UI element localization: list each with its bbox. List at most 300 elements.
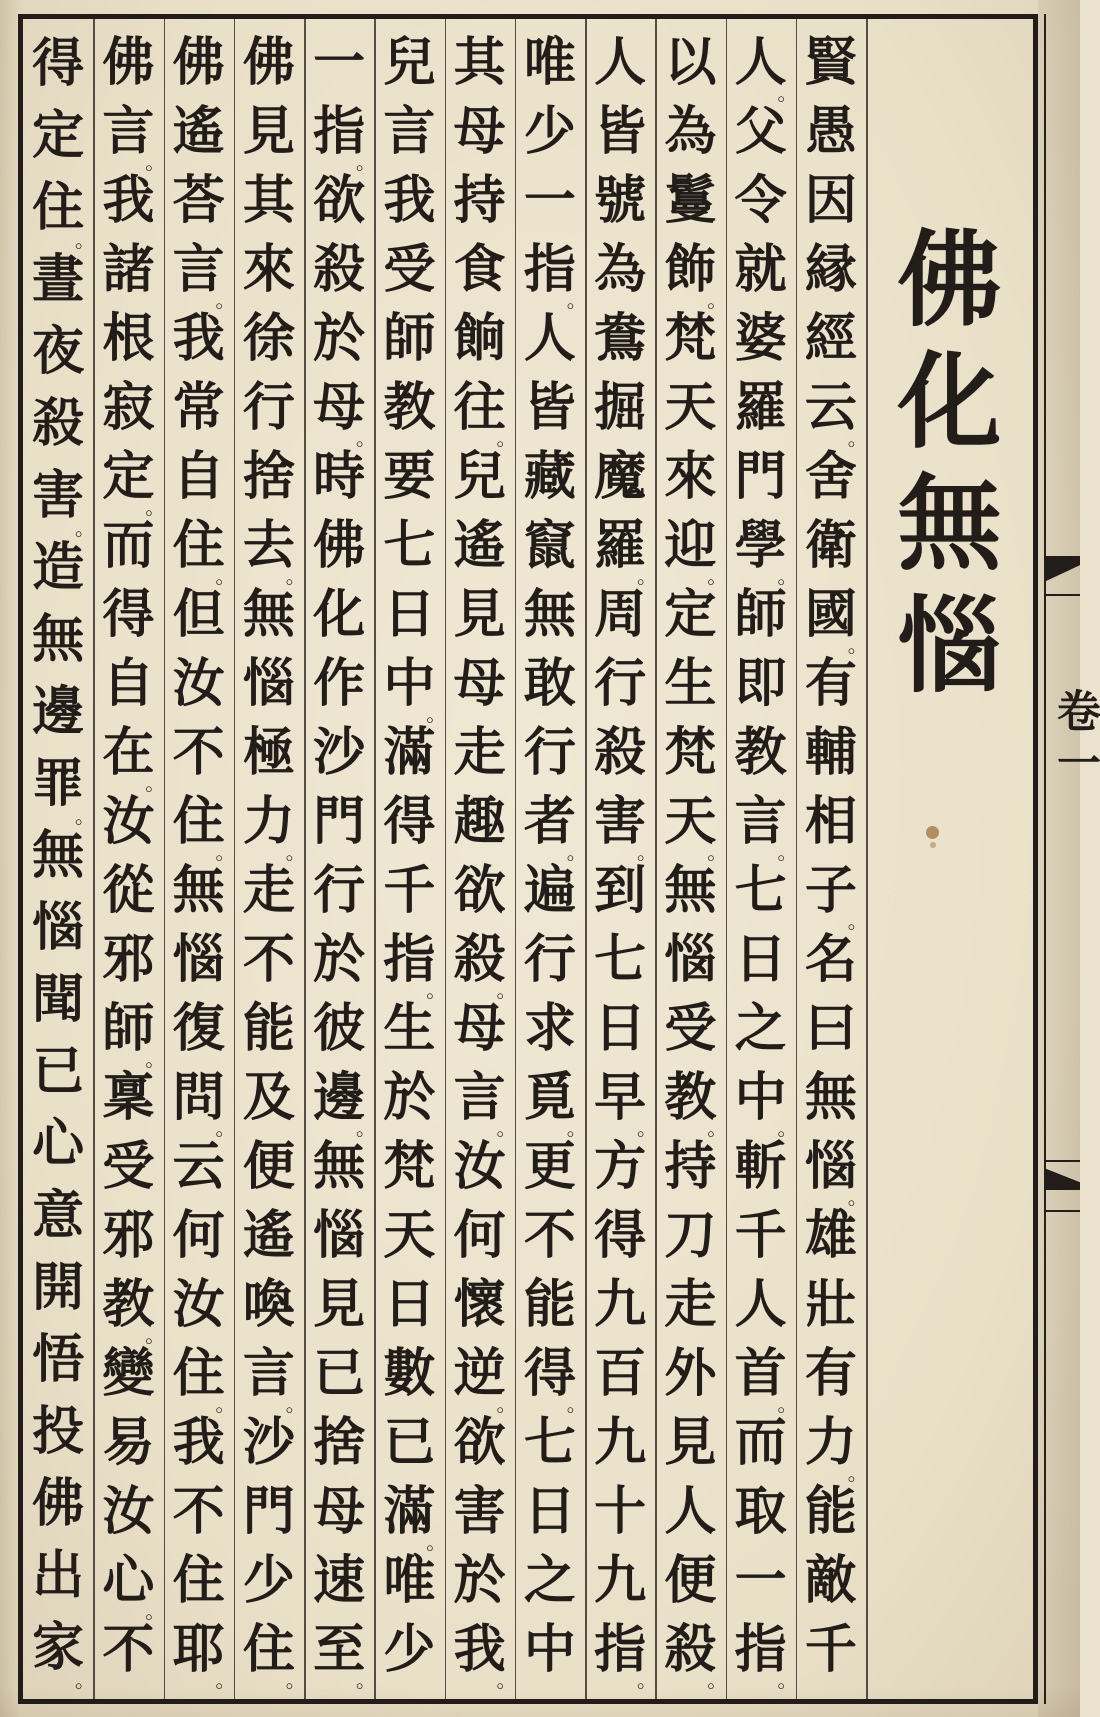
text-glyph: 在 xyxy=(102,722,155,783)
text-glyph: 佛 xyxy=(313,515,366,576)
text-glyph: 中 xyxy=(523,1619,576,1680)
text-glyph: 天 xyxy=(664,791,717,852)
text-glyph: 人 xyxy=(734,32,787,93)
punctuation-mark: 。 xyxy=(426,978,447,1002)
text-glyph: 者 xyxy=(523,791,576,852)
text-glyph: 日 xyxy=(523,1481,576,1542)
text-glyph: 掘 xyxy=(594,377,647,438)
punctuation-mark: 。 xyxy=(847,1185,868,1209)
text-glyph: 號 xyxy=(594,170,647,231)
text-glyph: 刀 xyxy=(664,1205,717,1266)
punctuation-mark: 。 xyxy=(637,1668,657,1692)
text-glyph: 家 xyxy=(32,1617,85,1678)
text-glyph: 我 xyxy=(453,1619,506,1680)
text-glyph: 方 xyxy=(594,1136,647,1197)
text-glyph: 住 xyxy=(172,515,225,576)
text-glyph: 人 xyxy=(664,1481,717,1542)
text-column xyxy=(515,28,585,1684)
text-glyph: 天 xyxy=(664,377,717,438)
punctuation-mark: 。 xyxy=(215,1392,236,1416)
text-glyph: 邊 xyxy=(313,1067,366,1128)
text-glyph: 父 xyxy=(734,101,787,162)
text-glyph: 婆 xyxy=(734,308,787,369)
text-glyph: 首 xyxy=(734,1343,787,1404)
text-glyph: 七 xyxy=(734,860,787,921)
punctuation-mark: 。 xyxy=(496,978,517,1002)
text-column xyxy=(445,28,517,1692)
text-glyph: 遙 xyxy=(242,1205,295,1266)
text-glyph: 沙 xyxy=(242,1412,295,1473)
text-glyph: 日 xyxy=(734,929,787,990)
text-glyph: 佛 xyxy=(102,32,155,93)
text-glyph: 便 xyxy=(242,1136,295,1197)
punctuation-mark: 。 xyxy=(285,1392,306,1416)
text-glyph: 受 xyxy=(664,998,717,1059)
text-glyph: 住 xyxy=(32,177,85,238)
fold-line xyxy=(1044,1210,1080,1212)
text-glyph: 能 xyxy=(242,998,295,1059)
text-glyph: 日 xyxy=(383,1274,436,1335)
text-glyph: 見 xyxy=(664,1412,717,1473)
text-glyph: 即 xyxy=(734,653,787,714)
text-glyph: 惱 xyxy=(313,1205,366,1266)
text-glyph: 稟 xyxy=(102,1067,155,1128)
text-glyph: 指 xyxy=(523,239,576,300)
text-glyph: 無 xyxy=(32,609,85,670)
fold-margin-label: 卷一 xyxy=(1049,688,1100,792)
text-column xyxy=(304,28,376,1692)
text-glyph: 母 xyxy=(313,377,366,438)
text-glyph: 能 xyxy=(804,1481,857,1542)
text-glyph: 何 xyxy=(453,1205,506,1266)
text-glyph: 而 xyxy=(734,1412,787,1473)
text-glyph: 根 xyxy=(102,308,155,369)
text-glyph: 得 xyxy=(102,584,155,645)
text-glyph: 人 xyxy=(594,32,647,93)
text-glyph: 心 xyxy=(102,1550,155,1611)
punctuation-mark: 。 xyxy=(777,840,798,864)
text-glyph: 開 xyxy=(32,1257,85,1318)
text-glyph: 得 xyxy=(383,791,436,852)
text-glyph: 持 xyxy=(664,1136,717,1197)
text-glyph: 邊 xyxy=(32,681,85,742)
text-glyph: 要 xyxy=(383,446,436,507)
text-glyph: 求 xyxy=(523,998,576,1059)
text-glyph: 得 xyxy=(523,1343,576,1404)
text-glyph: 住 xyxy=(242,1619,295,1680)
paper-stain xyxy=(926,826,939,839)
punctuation-mark: 。 xyxy=(145,150,166,174)
fold-line xyxy=(1044,594,1080,596)
punctuation-mark: 。 xyxy=(356,150,376,174)
text-glyph: 住 xyxy=(172,1550,225,1611)
text-glyph: 害 xyxy=(32,465,85,526)
punctuation-mark: 。 xyxy=(847,426,868,450)
text-glyph: 滿 xyxy=(383,722,436,783)
text-glyph: 能 xyxy=(523,1274,576,1335)
text-glyph: 鴦 xyxy=(594,308,647,369)
punctuation-mark: 。 xyxy=(426,702,447,726)
punctuation-mark: 。 xyxy=(285,840,306,864)
text-glyph: 師 xyxy=(102,998,155,1059)
text-glyph: 有 xyxy=(804,653,857,714)
text-glyph: 於 xyxy=(313,929,366,990)
text-glyph: 舍 xyxy=(804,446,857,507)
text-glyph: 指 xyxy=(734,1619,787,1680)
punctuation-mark: 。 xyxy=(777,1668,798,1692)
text-glyph: 千 xyxy=(734,1205,787,1266)
text-glyph: 見 xyxy=(242,101,295,162)
text-glyph: 少 xyxy=(383,1619,436,1680)
text-glyph: 鬘 xyxy=(664,170,717,231)
punctuation-mark: 。 xyxy=(215,1668,236,1692)
punctuation-mark: 。 xyxy=(356,1116,376,1140)
text-glyph: 梵 xyxy=(664,308,717,369)
text-glyph: 汝 xyxy=(102,791,155,852)
text-glyph: 指 xyxy=(313,101,366,162)
text-glyph: 殺 xyxy=(664,1619,717,1680)
text-glyph: 為 xyxy=(594,239,647,300)
text-glyph: 敢 xyxy=(523,653,576,714)
punctuation-mark: 。 xyxy=(847,1461,868,1485)
fishtail-mark xyxy=(1044,1168,1080,1190)
text-glyph: 惱 xyxy=(242,653,295,714)
title-glyph: 惱 xyxy=(897,584,1002,707)
text-glyph: 七 xyxy=(383,515,436,576)
text-glyph: 到 xyxy=(594,860,647,921)
text-glyph: 住 xyxy=(172,791,225,852)
text-glyph: 荅 xyxy=(172,170,225,231)
text-glyph: 捨 xyxy=(313,1412,366,1473)
text-glyph: 七 xyxy=(523,1412,576,1473)
text-glyph: 惱 xyxy=(172,929,225,990)
punctuation-mark: 。 xyxy=(637,840,657,864)
punctuation-mark: 。 xyxy=(145,771,166,795)
text-glyph: 皆 xyxy=(594,101,647,162)
punctuation-mark: 。 xyxy=(285,1668,306,1692)
text-glyph: 持 xyxy=(453,170,506,231)
text-glyph: 有 xyxy=(804,1343,857,1404)
text-glyph: 行 xyxy=(523,929,576,990)
punctuation-mark: 。 xyxy=(215,1116,236,1140)
text-glyph: 早 xyxy=(594,1067,647,1128)
text-glyph: 云 xyxy=(804,377,857,438)
text-glyph: 汝 xyxy=(172,653,225,714)
text-glyph: 夜 xyxy=(32,321,85,382)
text-glyph: 定 xyxy=(664,584,717,645)
text-glyph: 竄 xyxy=(523,515,576,576)
text-glyph: 教 xyxy=(664,1067,717,1128)
text-glyph: 母 xyxy=(453,653,506,714)
title-glyph: 無 xyxy=(897,462,1002,585)
text-glyph: 諸 xyxy=(102,239,155,300)
text-glyph: 生 xyxy=(664,653,717,714)
text-glyph: 皆 xyxy=(523,377,576,438)
text-glyph: 壯 xyxy=(804,1274,857,1335)
punctuation-mark: 。 xyxy=(145,1323,166,1347)
text-glyph: 以 xyxy=(664,32,717,93)
punctuation-mark: 。 xyxy=(707,288,728,312)
text-glyph: 懷 xyxy=(453,1274,506,1335)
punctuation-mark: 。 xyxy=(496,426,517,450)
punctuation-mark: 。 xyxy=(145,495,166,519)
text-glyph: 殺 xyxy=(594,722,647,783)
text-glyph: 喚 xyxy=(242,1274,295,1335)
text-glyph: 輔 xyxy=(804,722,857,783)
text-glyph: 無 xyxy=(664,860,717,921)
punctuation-mark: 。 xyxy=(637,564,657,588)
text-glyph: 子 xyxy=(804,860,857,921)
text-glyph: 因 xyxy=(804,170,857,231)
text-glyph: 行 xyxy=(594,653,647,714)
text-glyph: 悟 xyxy=(32,1329,85,1390)
text-glyph: 令 xyxy=(734,170,787,231)
punctuation-mark: 。 xyxy=(496,1392,517,1416)
text-glyph: 殺 xyxy=(313,239,366,300)
text-glyph: 中 xyxy=(734,1067,787,1128)
text-glyph: 佛 xyxy=(172,32,225,93)
text-glyph: 逆 xyxy=(453,1343,506,1404)
text-glyph: 無 xyxy=(523,584,576,645)
punctuation-mark: 。 xyxy=(566,840,587,864)
text-glyph: 趣 xyxy=(453,791,506,852)
text-glyph: 取 xyxy=(734,1481,787,1542)
text-glyph: 見 xyxy=(453,584,506,645)
text-glyph: 唯 xyxy=(383,1550,436,1611)
text-glyph: 少 xyxy=(523,101,576,162)
text-glyph: 於 xyxy=(453,1550,506,1611)
text-glyph: 易 xyxy=(102,1412,155,1473)
text-glyph: 雄 xyxy=(804,1205,857,1266)
punctuation-mark: 。 xyxy=(215,564,236,588)
text-glyph: 國 xyxy=(804,584,857,645)
text-glyph: 中 xyxy=(383,653,436,714)
text-glyph: 受 xyxy=(383,239,436,300)
text-glyph: 不 xyxy=(172,1481,225,1542)
text-glyph: 定 xyxy=(32,105,85,166)
text-glyph: 力 xyxy=(242,791,295,852)
text-glyph: 彼 xyxy=(313,998,366,1059)
text-glyph: 天 xyxy=(383,1205,436,1266)
text-glyph: 去 xyxy=(242,515,295,576)
text-glyph: 九 xyxy=(594,1274,647,1335)
punctuation-mark: 。 xyxy=(75,228,95,252)
text-glyph: 指 xyxy=(594,1619,647,1680)
text-glyph: 少 xyxy=(242,1550,295,1611)
text-glyph: 行 xyxy=(523,722,576,783)
text-glyph: 之 xyxy=(523,1550,576,1611)
text-glyph: 害 xyxy=(594,791,647,852)
text-glyph: 百 xyxy=(594,1343,647,1404)
text-glyph: 學 xyxy=(734,515,787,576)
text-glyph: 投 xyxy=(32,1401,85,1462)
text-glyph: 師 xyxy=(383,308,436,369)
text-glyph: 捨 xyxy=(242,446,295,507)
text-glyph: 為 xyxy=(664,101,717,162)
punctuation-mark: 。 xyxy=(145,1047,166,1071)
text-glyph: 佛 xyxy=(242,32,295,93)
text-glyph: 時 xyxy=(313,446,366,507)
text-glyph: 聞 xyxy=(32,969,85,1030)
text-glyph: 走 xyxy=(664,1274,717,1335)
text-glyph: 常 xyxy=(172,377,225,438)
text-column xyxy=(23,28,95,1692)
text-glyph: 九 xyxy=(594,1412,647,1473)
text-glyph: 我 xyxy=(172,1412,225,1473)
text-glyph: 行 xyxy=(313,860,366,921)
text-glyph: 我 xyxy=(172,308,225,369)
text-glyph: 自 xyxy=(102,653,155,714)
punctuation-mark: 。 xyxy=(777,81,798,105)
punctuation-mark: 。 xyxy=(847,909,868,933)
punctuation-mark: 。 xyxy=(707,564,728,588)
punctuation-mark: 。 xyxy=(356,426,376,450)
text-glyph: 教 xyxy=(734,722,787,783)
punctuation-mark: 。 xyxy=(496,1668,517,1692)
text-glyph: 變 xyxy=(102,1343,155,1404)
text-column xyxy=(234,28,306,1692)
text-glyph: 惱 xyxy=(804,1136,857,1197)
text-glyph: 於 xyxy=(313,308,366,369)
text-glyph: 沙 xyxy=(313,722,366,783)
text-glyph: 敵 xyxy=(804,1550,857,1611)
text-glyph: 更 xyxy=(523,1136,576,1197)
text-glyph: 師 xyxy=(734,584,787,645)
punctuation-mark: 。 xyxy=(637,1116,657,1140)
text-glyph: 生 xyxy=(383,998,436,1059)
text-glyph: 衛 xyxy=(804,515,857,576)
text-glyph: 就 xyxy=(734,239,787,300)
text-glyph: 於 xyxy=(383,1067,436,1128)
text-glyph: 欲 xyxy=(453,1412,506,1473)
text-glyph: 言 xyxy=(734,791,787,852)
text-glyph: 一 xyxy=(313,32,366,93)
text-glyph: 言 xyxy=(102,101,155,162)
paper-stain xyxy=(930,842,936,848)
text-glyph: 迎 xyxy=(664,515,717,576)
text-glyph: 門 xyxy=(313,791,366,852)
text-glyph: 言 xyxy=(242,1343,295,1404)
text-glyph: 相 xyxy=(804,791,857,852)
text-glyph: 化 xyxy=(313,584,366,645)
text-column xyxy=(796,28,866,1684)
text-glyph: 自 xyxy=(172,446,225,507)
punctuation-mark: 。 xyxy=(145,1599,166,1623)
text-glyph: 數 xyxy=(383,1343,436,1404)
text-glyph: 日 xyxy=(383,584,436,645)
text-glyph: 一 xyxy=(734,1550,787,1611)
text-glyph: 而 xyxy=(102,515,155,576)
text-glyph: 其 xyxy=(453,32,506,93)
text-glyph: 外 xyxy=(664,1343,717,1404)
text-glyph: 見 xyxy=(313,1274,366,1335)
text-glyph: 出 xyxy=(32,1545,85,1606)
text-glyph: 羅 xyxy=(734,377,787,438)
text-glyph: 邪 xyxy=(102,929,155,990)
text-glyph: 何 xyxy=(172,1205,225,1266)
text-glyph: 來 xyxy=(664,446,717,507)
text-glyph: 曰 xyxy=(804,998,857,1059)
text-glyph: 住 xyxy=(172,1343,225,1404)
title-glyph: 佛 xyxy=(897,218,1002,341)
text-glyph: 作 xyxy=(313,653,366,714)
punctuation-mark: 。 xyxy=(496,1116,517,1140)
text-glyph: 言 xyxy=(453,1067,506,1128)
text-glyph: 定 xyxy=(102,446,155,507)
text-glyph: 汝 xyxy=(453,1136,506,1197)
text-glyph: 藏 xyxy=(523,446,576,507)
punctuation-mark: 。 xyxy=(777,1116,798,1140)
text-glyph: 寂 xyxy=(102,377,155,438)
text-glyph: 遙 xyxy=(172,101,225,162)
fold-line xyxy=(1044,1160,1080,1162)
text-glyph: 得 xyxy=(594,1205,647,1266)
text-glyph: 教 xyxy=(383,377,436,438)
text-glyph: 教 xyxy=(102,1274,155,1335)
text-glyph: 得 xyxy=(32,33,85,94)
text-glyph: 人 xyxy=(734,1274,787,1335)
text-column xyxy=(164,28,236,1692)
text-glyph: 已 xyxy=(313,1343,366,1404)
text-glyph: 母 xyxy=(313,1481,366,1542)
text-glyph: 母 xyxy=(453,998,506,1059)
text-glyph: 極 xyxy=(242,722,295,783)
text-glyph: 愚 xyxy=(804,101,857,162)
text-glyph: 名 xyxy=(804,929,857,990)
text-glyph: 指 xyxy=(383,929,436,990)
punctuation-mark: 。 xyxy=(566,1116,587,1140)
text-glyph: 經 xyxy=(804,308,857,369)
text-glyph: 兒 xyxy=(383,32,436,93)
text-glyph: 意 xyxy=(32,1185,85,1246)
text-glyph: 梵 xyxy=(383,1136,436,1197)
punctuation-mark: 。 xyxy=(285,564,306,588)
punctuation-mark: 。 xyxy=(215,288,236,312)
text-glyph: 滿 xyxy=(383,1481,436,1542)
text-glyph: 惱 xyxy=(32,897,85,958)
punctuation-mark: 。 xyxy=(707,1116,728,1140)
text-glyph: 日 xyxy=(594,998,647,1059)
text-glyph: 走 xyxy=(453,722,506,783)
punctuation-mark: 。 xyxy=(356,1668,376,1692)
text-glyph: 但 xyxy=(172,584,225,645)
fishtail-mark xyxy=(1044,556,1080,582)
text-glyph: 不 xyxy=(242,929,295,990)
text-glyph: 力 xyxy=(804,1412,857,1473)
text-glyph: 不 xyxy=(102,1619,155,1680)
text-glyph: 已 xyxy=(32,1041,85,1102)
text-glyph: 罪 xyxy=(32,753,85,814)
punctuation-mark: 。 xyxy=(707,840,728,864)
text-glyph: 晝 xyxy=(32,249,85,310)
text-glyph: 徐 xyxy=(242,308,295,369)
text-glyph: 佛 xyxy=(32,1473,85,1534)
text-glyph: 羅 xyxy=(594,515,647,576)
text-glyph: 千 xyxy=(804,1619,857,1680)
text-glyph: 已 xyxy=(383,1412,436,1473)
text-glyph: 餉 xyxy=(453,308,506,369)
text-glyph: 問 xyxy=(172,1067,225,1128)
fold-margin-strip xyxy=(1038,0,1100,1717)
text-glyph: 行 xyxy=(242,377,295,438)
text-glyph: 不 xyxy=(172,722,225,783)
text-glyph: 欲 xyxy=(313,170,366,231)
text-glyph: 欲 xyxy=(453,860,506,921)
text-glyph: 速 xyxy=(313,1550,366,1611)
punctuation-mark: 。 xyxy=(215,840,236,864)
text-glyph: 邪 xyxy=(102,1205,155,1266)
text-glyph: 無 xyxy=(172,860,225,921)
